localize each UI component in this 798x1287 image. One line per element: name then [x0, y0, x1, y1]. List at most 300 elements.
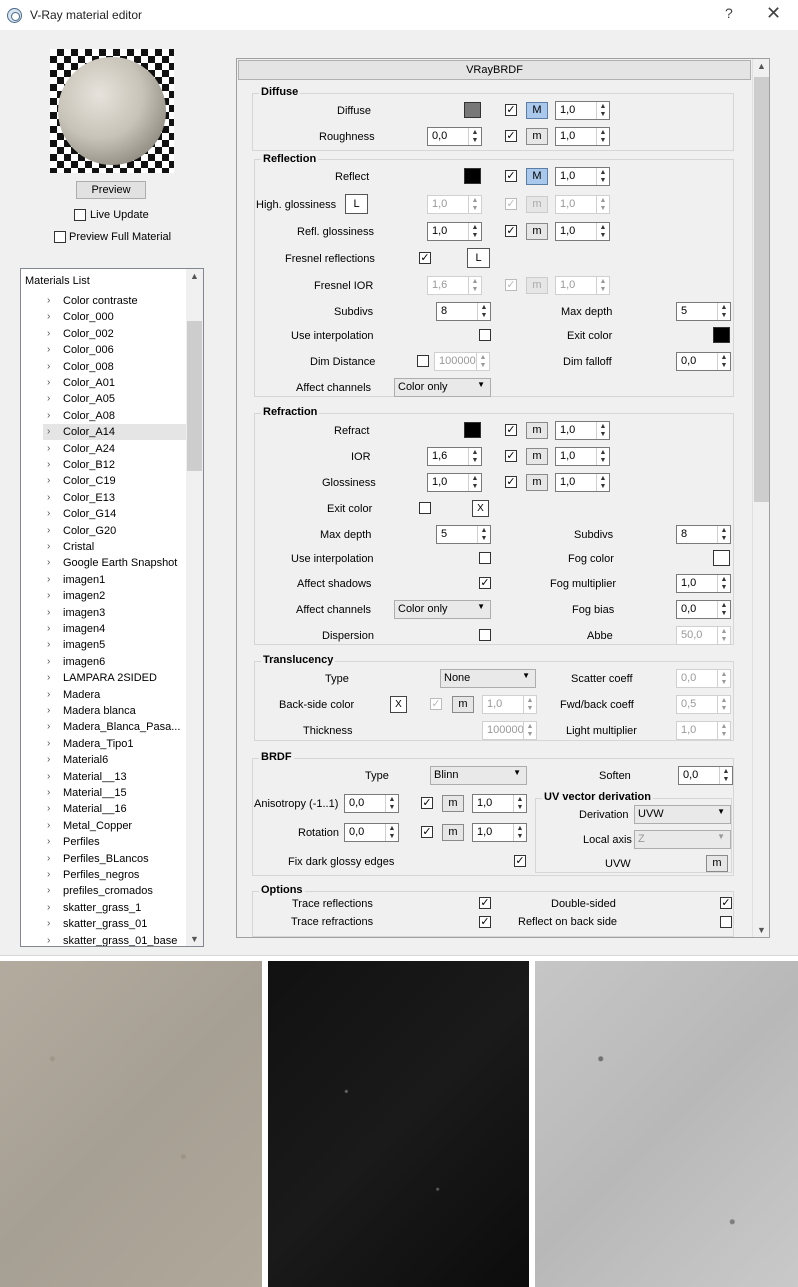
anisotropy-spinner[interactable]: [344, 794, 399, 813]
refl-exit-color-swatch[interactable]: [713, 327, 730, 343]
refract-multiplier-value: 1,0: [560, 424, 576, 436]
refr-glossiness-value: 1,0: [432, 476, 448, 488]
uvw-map-button[interactable]: m: [706, 855, 728, 872]
roughness-map-button[interactable]: m: [526, 128, 548, 145]
diffuse-map-button[interactable]: M: [526, 102, 548, 119]
chevron-right-icon[interactable]: ›: [47, 934, 51, 946]
ior-label: IOR: [351, 451, 371, 463]
spinner-arrows-icon[interactable]: ▲ ▼: [596, 102, 609, 119]
chevron-right-icon[interactable]: ›: [47, 918, 51, 930]
fresnel-ior-label: Fresnel IOR: [314, 280, 374, 292]
refraction-group-title: Refraction: [263, 406, 318, 418]
spinner-arrows-icon[interactable]: ▲ ▼: [385, 795, 398, 812]
thickness-label: Thickness: [303, 725, 353, 737]
anisotropy-map-checkbox[interactable]: ✓: [422, 797, 432, 809]
spinner-arrows-icon: ▲ ▼: [476, 353, 489, 370]
anisotropy-multiplier-value: 1,0: [477, 797, 493, 809]
material-name: Cristal: [63, 541, 95, 553]
scatter-coeff-spinner: [676, 669, 731, 688]
diffuse-color-swatch[interactable]: [464, 102, 481, 118]
help-icon[interactable]: ?: [725, 5, 733, 21]
material-name: Color_A01: [63, 377, 115, 389]
chevron-right-icon[interactable]: ›: [47, 852, 51, 864]
refr-subdivs-spinner[interactable]: [676, 525, 731, 544]
translucency-group-title: Translucency: [263, 654, 334, 666]
chevron-down-icon: ▼: [717, 832, 725, 841]
refract-map-button[interactable]: m: [526, 422, 548, 439]
trace-refractions-checkbox[interactable]: ✓: [480, 916, 490, 928]
chevron-right-icon[interactable]: ›: [47, 770, 51, 782]
spinner-arrows-icon[interactable]: ▲ ▼: [468, 448, 481, 465]
chevron-right-icon[interactable]: ›: [47, 573, 51, 585]
fix-dark-glossy-edges-label: Fix dark glossy edges: [288, 856, 395, 868]
material-list-item[interactable]: [43, 375, 188, 391]
reflect-on-back-side-checkbox[interactable]: [720, 916, 732, 928]
chevron-right-icon[interactable]: ›: [47, 803, 51, 815]
highlight-glossiness-multiplier: [555, 195, 610, 214]
chevron-right-icon[interactable]: ›: [47, 754, 51, 766]
rotation-map-checkbox[interactable]: ✓: [422, 826, 432, 838]
spinner-arrows-icon: ▲ ▼: [596, 196, 609, 213]
refr-glossiness-map-checkbox[interactable]: ✓: [506, 476, 516, 488]
abbe-spinner: [676, 626, 731, 645]
spinner-arrows-icon[interactable]: ▲ ▼: [596, 128, 609, 145]
spinner-arrows-icon[interactable]: ▲ ▼: [468, 223, 481, 240]
panel-scrollbar[interactable]: [752, 59, 769, 937]
material-name: Color_002: [63, 327, 114, 340]
chevron-right-icon[interactable]: ›: [47, 623, 51, 634]
fresnel-ior-spinner: [427, 276, 482, 295]
local-axis-dropdown: [634, 830, 731, 849]
scatter-coeff-value: 0,0: [681, 672, 697, 684]
material-list-item[interactable]: [43, 408, 188, 424]
material-list-item[interactable]: [43, 391, 188, 407]
chevron-right-icon[interactable]: ›: [47, 836, 51, 848]
refl-glossiness-map-checkbox[interactable]: ✓: [506, 225, 516, 237]
refr-glossiness-map-button[interactable]: m: [526, 474, 548, 491]
rotation-map-button[interactable]: m: [442, 824, 464, 841]
spinner-arrows-icon[interactable]: ▲ ▼: [717, 575, 730, 592]
material-name: Color_A05: [63, 393, 115, 406]
spinner-arrows-icon[interactable]: ▲ ▼: [477, 526, 490, 543]
material-list-item[interactable]: [43, 687, 188, 703]
diffuse-label: Diffuse: [337, 105, 372, 117]
material-list-item[interactable]: [43, 588, 188, 604]
spinner-arrows-icon[interactable]: ▲ ▼: [596, 474, 609, 491]
chevron-right-icon[interactable]: ›: [47, 606, 51, 618]
material-name: Perfiles_BLancos: [63, 852, 149, 865]
chevron-down-icon: ▼: [717, 807, 725, 816]
fix-dark-glossy-edges-checkbox[interactable]: ✓: [515, 855, 525, 867]
refl-subdivs-value: 8: [441, 305, 448, 317]
material-list-item[interactable]: [43, 670, 188, 686]
refr-glossiness-spinner[interactable]: [427, 473, 482, 492]
chevron-right-icon[interactable]: ›: [47, 459, 51, 470]
live-update-label: Live Update: [90, 209, 149, 221]
refl-subdivs-label: Subdivs: [334, 306, 374, 318]
material-list-item[interactable]: [43, 523, 188, 539]
material-name: skatter_grass_01_base: [63, 934, 178, 947]
material-name: Color_006: [63, 344, 114, 357]
refl-max-depth-value: 5: [681, 305, 688, 317]
material-list-item[interactable]: [43, 818, 188, 834]
material-name: skatter_grass_01: [63, 918, 148, 931]
material-list-item[interactable]: [43, 457, 188, 473]
material-name: Material6: [63, 754, 109, 767]
material-name: Color_A14: [63, 426, 115, 439]
spinner-arrows-icon[interactable]: ▲ ▼: [596, 422, 609, 439]
chevron-right-icon[interactable]: ›: [47, 524, 51, 536]
chevron-right-icon[interactable]: ›: [47, 409, 51, 421]
material-list-item[interactable]: [43, 506, 188, 522]
material-list-item[interactable]: [43, 424, 188, 440]
refl-use-interpolation-label: Use interpolation: [291, 330, 374, 342]
back-side-multiplier: [482, 695, 537, 714]
material-list-item[interactable]: [43, 654, 188, 670]
chevron-right-icon[interactable]: ›: [47, 819, 51, 831]
material-name: Material__13: [63, 770, 127, 783]
double-sided-checkbox[interactable]: ✓: [721, 897, 731, 909]
close-icon[interactable]: ✕: [766, 3, 782, 23]
material-list-item[interactable]: [43, 834, 188, 850]
highlight-glossiness-value: 1,0: [432, 198, 448, 210]
local-axis-label: Local axis: [583, 834, 632, 846]
refl-affect-channels-dropdown[interactable]: [394, 378, 491, 397]
panel-scroll-down-icon[interactable]: ▼: [757, 925, 766, 935]
refl-max-depth-label: Max depth: [561, 306, 613, 318]
reflection-group-title: Reflection: [263, 153, 317, 165]
dim-distance-label: Dim Distance: [310, 356, 376, 368]
material-list-item[interactable]: [43, 359, 188, 375]
material-name: imagen1: [63, 573, 106, 586]
material-name: Material__15: [63, 787, 127, 799]
chevron-right-icon[interactable]: ›: [47, 491, 51, 503]
spinner-arrows-icon: ▲ ▼: [717, 627, 730, 644]
refr-exit-color-checkbox[interactable]: [419, 502, 431, 514]
spinner-arrows-icon[interactable]: ▲ ▼: [468, 474, 481, 491]
material-list-item[interactable]: [43, 342, 188, 358]
local-axis-value: Z: [638, 833, 645, 845]
reflect-on-back-side-label: Reflect on back side: [518, 916, 618, 928]
ior-value: 1,6: [432, 450, 448, 462]
chevron-right-icon[interactable]: ›: [47, 639, 51, 651]
chevron-right-icon[interactable]: ›: [47, 787, 51, 798]
material-name: imagen4: [63, 623, 106, 635]
roughness-value: 0,0: [432, 130, 448, 142]
chevron-right-icon[interactable]: ›: [47, 590, 51, 602]
material-list-item[interactable]: [43, 883, 188, 899]
material-name: Google Earth Snapshot: [63, 557, 178, 570]
translucency-type-dropdown[interactable]: [440, 669, 536, 688]
vraybrdf-rollout-header[interactable]: VRayBRDF: [238, 60, 751, 80]
material-name: Madera_Blanca_Pasa...: [63, 721, 181, 734]
roughness-label: Roughness: [319, 131, 375, 143]
brdf-group-title: BRDF: [261, 751, 292, 763]
trace-refractions-label: Trace refractions: [291, 916, 374, 928]
diffuse-group-title: Diffuse: [261, 86, 299, 98]
double-sided-label: Double-sided: [551, 898, 616, 910]
spinner-arrows-icon: ▲ ▼: [717, 696, 730, 713]
scatter-coeff-label: Scatter coeff: [571, 673, 633, 685]
chevron-right-icon[interactable]: ›: [47, 295, 51, 306]
roughness-spinner[interactable]: [427, 127, 482, 146]
dim-falloff-value: 0,0: [681, 355, 697, 367]
fresnel-reflections-label: Fresnel reflections: [285, 253, 375, 265]
chevron-right-icon[interactable]: ›: [47, 737, 51, 749]
options-group-title: Options: [261, 884, 303, 896]
refr-glossiness-multiplier[interactable]: [555, 473, 610, 492]
spinner-arrows-icon[interactable]: ▲ ▼: [513, 795, 526, 812]
refr-subdivs-label: Subdivs: [574, 529, 614, 541]
material-list-item[interactable]: [43, 719, 188, 735]
material-name: imagen2: [63, 590, 106, 603]
refr-max-depth-label: Max depth: [320, 529, 372, 541]
back-side-map-button[interactable]: m: [452, 696, 474, 713]
material-list-item[interactable]: [43, 933, 188, 947]
reflect-color-swatch[interactable]: [464, 168, 481, 184]
spinner-arrows-icon[interactable]: ▲ ▼: [717, 526, 730, 543]
chevron-right-icon[interactable]: ›: [47, 721, 51, 733]
highlight-glossiness-lock-button[interactable]: L: [345, 194, 368, 214]
highlight-glossiness-multiplier-value: 1,0: [560, 198, 576, 210]
fresnel-ior-map-checkbox: ✓: [506, 279, 516, 291]
material-list-item[interactable]: [43, 539, 188, 555]
fog-bias-label: Fog bias: [572, 604, 615, 616]
spinner-arrows-icon[interactable]: ▲ ▼: [468, 128, 481, 145]
material-list-item[interactable]: [43, 703, 188, 719]
rotation-spinner[interactable]: [344, 823, 399, 842]
refl-glossiness-spinner[interactable]: [427, 222, 482, 241]
spinner-arrows-icon: ▲ ▼: [468, 196, 481, 213]
affect-shadows-checkbox[interactable]: ✓: [480, 577, 490, 589]
dim-distance-spinner: [434, 352, 490, 371]
chevron-right-icon[interactable]: ›: [47, 475, 51, 487]
spinner-arrows-icon[interactable]: ▲ ▼: [717, 601, 730, 618]
material-name: Color_000: [63, 311, 114, 324]
chevron-right-icon[interactable]: ›: [47, 541, 51, 552]
refr-max-depth-spinner[interactable]: [436, 525, 491, 544]
material-list-item[interactable]: [43, 621, 188, 637]
material-list-item[interactable]: [43, 769, 188, 785]
material-list-item[interactable]: [43, 851, 188, 867]
refl-glossiness-multiplier[interactable]: [555, 222, 610, 241]
chevron-right-icon[interactable]: ›: [47, 327, 51, 339]
refl-glossiness-value: 1,0: [432, 225, 448, 237]
dim-falloff-spinner[interactable]: [676, 352, 731, 371]
spinner-arrows-icon[interactable]: ▲ ▼: [596, 223, 609, 240]
material-name: Metal_Copper: [63, 819, 133, 832]
material-preview: [50, 49, 174, 173]
back-side-color-x-button[interactable]: X: [390, 696, 407, 713]
diffuse-texture-image: [0, 961, 262, 1287]
highlight-glossiness-map-button: m: [526, 196, 548, 213]
fog-multiplier-spinner[interactable]: [676, 574, 731, 593]
material-list-item[interactable]: [43, 490, 188, 506]
material-list-item[interactable]: [43, 785, 188, 801]
material-list-item[interactable]: [43, 605, 188, 621]
material-list-item[interactable]: [43, 801, 188, 817]
dim-falloff-label: Dim falloff: [563, 356, 612, 368]
material-name: Madera: [63, 688, 101, 701]
refl-subdivs-spinner[interactable]: [436, 302, 491, 321]
material-list-item[interactable]: [43, 293, 188, 309]
spinner-arrows-icon[interactable]: ▲ ▼: [717, 303, 730, 320]
preview-button[interactable]: Preview: [76, 181, 146, 199]
reflect-label: Reflect: [335, 171, 370, 183]
spinner-arrows-icon[interactable]: ▲ ▼: [596, 168, 609, 185]
material-list-item[interactable]: [43, 736, 188, 752]
refract-color-swatch[interactable]: [464, 422, 481, 438]
material-list-item[interactable]: [43, 555, 188, 571]
roughness-multiplier-spinner[interactable]: [555, 127, 610, 146]
translucency-type-value: None: [444, 672, 471, 684]
chevron-right-icon[interactable]: ›: [47, 393, 51, 405]
scroll-down-icon[interactable]: ▼: [190, 934, 199, 944]
fresnel-lock-button[interactable]: L: [467, 248, 490, 268]
spinner-arrows-icon: ▲ ▼: [596, 277, 609, 294]
spinner-arrows-icon[interactable]: ▲ ▼: [717, 353, 730, 370]
chevron-right-icon[interactable]: ›: [47, 344, 51, 356]
refr-use-interpolation-label: Use interpolation: [291, 553, 374, 565]
fog-bias-value: 0,0: [681, 603, 697, 615]
fog-bias-spinner[interactable]: [676, 600, 731, 619]
material-name: Material__16: [63, 803, 127, 816]
preview-full-material-checkbox[interactable]: [54, 231, 66, 243]
reflect-map-checkbox[interactable]: ✓: [506, 170, 516, 182]
vraybrdf-panel: [236, 58, 770, 938]
chevron-right-icon[interactable]: ›: [47, 557, 51, 569]
material-name: Color_C19: [63, 475, 116, 488]
fwd-back-coeff-label: Fwd/back coeff: [560, 699, 634, 711]
spinner-arrows-icon: ▲ ▼: [717, 670, 730, 687]
dispersion-checkbox[interactable]: [479, 629, 491, 641]
spinner-arrows-icon[interactable]: ▲ ▼: [477, 303, 490, 320]
ior-spinner[interactable]: [427, 447, 482, 466]
spinner-arrows-icon[interactable]: ▲ ▼: [719, 767, 732, 784]
refl-glossiness-map-button[interactable]: m: [526, 223, 548, 240]
chevron-down-icon: ▼: [522, 671, 530, 680]
derivation-value: UVW: [638, 808, 664, 820]
dispersion-label: Dispersion: [322, 630, 374, 642]
spinner-arrows-icon: ▲ ▼: [717, 722, 730, 739]
chevron-right-icon[interactable]: ›: [47, 360, 51, 372]
materials-scroll-thumb[interactable]: [187, 321, 202, 471]
translucency-type-label: Type: [325, 673, 349, 685]
dim-distance-value: 100000: [439, 355, 476, 367]
reflect-map-button[interactable]: M: [526, 168, 548, 185]
highlight-glossiness-label: High. glossiness: [256, 199, 337, 211]
live-update-checkbox[interactable]: [74, 209, 86, 221]
chevron-right-icon[interactable]: ›: [47, 508, 51, 520]
chevron-right-icon[interactable]: ›: [47, 426, 51, 438]
chevron-right-icon[interactable]: ›: [47, 869, 51, 880]
material-list-item[interactable]: [43, 867, 188, 883]
rotation-multiplier[interactable]: [472, 823, 527, 842]
brdf-type-dropdown[interactable]: [430, 766, 527, 785]
derivation-dropdown[interactable]: [634, 805, 731, 824]
chevron-right-icon[interactable]: ›: [47, 672, 51, 684]
back-side-map-checkbox: ✓: [431, 698, 441, 710]
material-list-item[interactable]: [43, 473, 188, 489]
material-list-item[interactable]: [43, 900, 188, 916]
panel-scroll-up-icon[interactable]: ▲: [757, 61, 766, 71]
material-list-item[interactable]: [43, 572, 188, 588]
reflect-multiplier-value: 1,0: [560, 170, 576, 182]
thickness-value: 100000: [487, 724, 524, 736]
chevron-right-icon[interactable]: ›: [47, 655, 51, 667]
anisotropy-map-button[interactable]: m: [442, 795, 464, 812]
soften-spinner[interactable]: [678, 766, 733, 785]
chevron-right-icon[interactable]: ›: [47, 688, 51, 700]
refract-multiplier-spinner[interactable]: [555, 421, 610, 440]
diffuse-map-checkbox[interactable]: ✓: [506, 104, 516, 116]
uvw-label: UVW: [605, 858, 631, 870]
roughness-map-checkbox[interactable]: ✓: [506, 130, 516, 142]
chevron-right-icon[interactable]: ›: [47, 311, 51, 323]
chevron-right-icon[interactable]: ›: [47, 901, 51, 913]
material-list-item[interactable]: [43, 916, 188, 932]
soften-value: 0,0: [683, 769, 699, 781]
refr-use-interpolation-checkbox[interactable]: [479, 552, 491, 564]
dim-distance-checkbox[interactable]: [417, 355, 429, 367]
anisotropy-value: 0,0: [349, 797, 365, 809]
material-list-item[interactable]: [43, 441, 188, 457]
abbe-label: Abbe: [587, 630, 613, 642]
back-side-color-label: Back-side color: [279, 699, 355, 711]
chevron-right-icon[interactable]: ›: [47, 885, 51, 897]
refract-map-checkbox[interactable]: ✓: [506, 424, 516, 436]
diffuse-multiplier-spinner[interactable]: [555, 101, 610, 120]
material-list-item[interactable]: [43, 752, 188, 768]
scroll-up-icon[interactable]: ▲: [190, 271, 199, 281]
refl-glossiness-label: Refl. glossiness: [297, 226, 375, 238]
anisotropy-multiplier[interactable]: [472, 794, 527, 813]
fresnel-reflections-checkbox[interactable]: ✓: [420, 252, 430, 264]
trace-reflections-checkbox[interactable]: ✓: [480, 897, 490, 909]
light-multiplier-spinner: [676, 721, 731, 740]
material-list-item[interactable]: [43, 637, 188, 653]
materials-list[interactable]: [20, 268, 204, 947]
material-list-item[interactable]: [43, 326, 188, 342]
ior-map-checkbox[interactable]: ✓: [506, 450, 516, 462]
chevron-right-icon[interactable]: ›: [47, 705, 51, 716]
brdf-type-value: Blinn: [434, 769, 459, 781]
material-name: LAMPARA 2SIDED: [63, 672, 157, 685]
chevron-down-icon: ▼: [477, 602, 485, 611]
chevron-right-icon[interactable]: ›: [47, 377, 51, 388]
refr-exit-color-x-button[interactable]: X: [472, 500, 489, 517]
refr-glossiness-label: Glossiness: [322, 477, 376, 489]
spinner-arrows-icon[interactable]: ▲ ▼: [385, 824, 398, 841]
refl-use-interpolation-checkbox[interactable]: [479, 329, 491, 341]
reflect-multiplier-spinner[interactable]: [555, 167, 610, 186]
materials-list-scrollbar[interactable]: [186, 269, 203, 946]
panel-scroll-thumb[interactable]: [754, 77, 769, 502]
ior-multiplier-spinner[interactable]: [555, 447, 610, 466]
spinner-arrows-icon[interactable]: ▲ ▼: [513, 824, 526, 841]
ior-map-button[interactable]: m: [526, 448, 548, 465]
refl-max-depth-spinner[interactable]: [676, 302, 731, 321]
material-list-item[interactable]: [43, 309, 188, 325]
abbe-value: 50,0: [681, 629, 703, 641]
spinner-arrows-icon[interactable]: ▲ ▼: [596, 448, 609, 465]
fog-color-swatch[interactable]: [713, 550, 730, 566]
title-bar: [0, 0, 798, 30]
spinner-arrows-icon: ▲ ▼: [523, 722, 536, 739]
rotation-label: Rotation: [298, 827, 339, 839]
refr-affect-channels-dropdown[interactable]: [394, 600, 491, 619]
chevron-right-icon[interactable]: ›: [47, 442, 51, 454]
